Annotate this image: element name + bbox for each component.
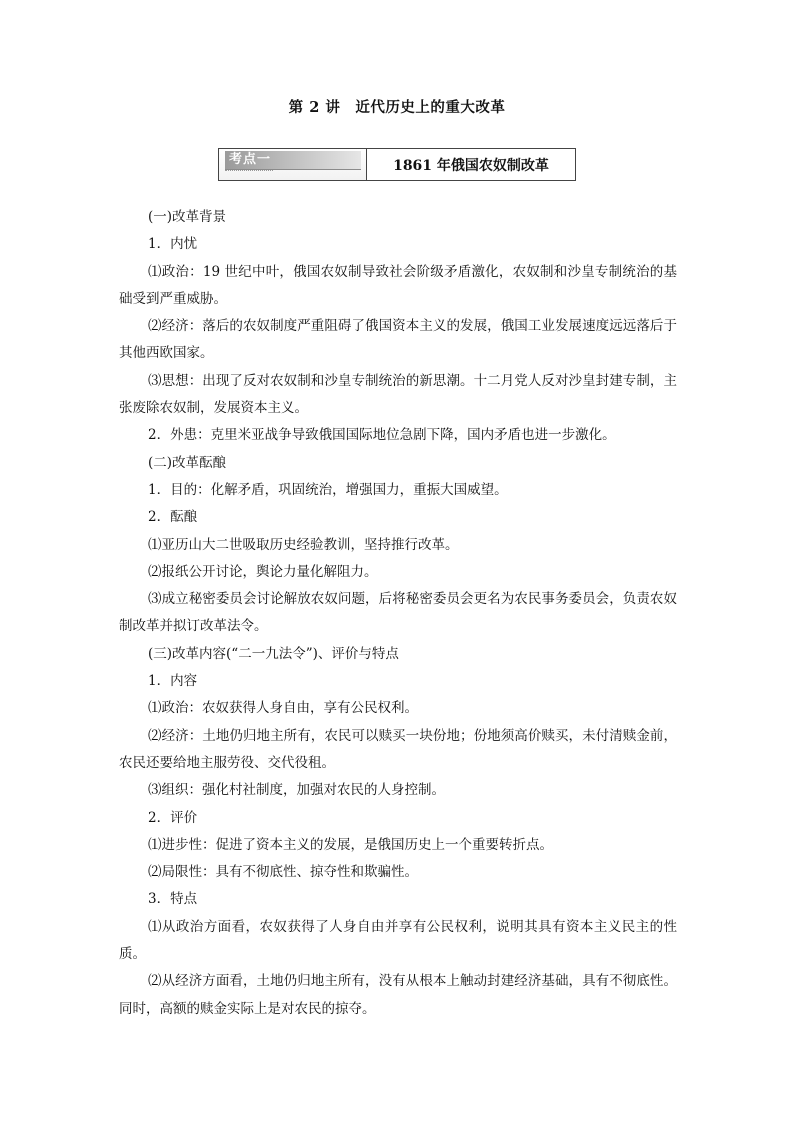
paragraph: (三)改革内容(“二一九法令”)、评价与特点: [148, 645, 399, 662]
paragraph: ⑴政治：农奴获得人身自由，享有公民权利。: [148, 700, 418, 717]
kaodian-header-table: [218, 148, 576, 181]
page-title: 第 2 讲 近代历史上的重大改革: [288, 99, 506, 116]
kaodian-tag-decoration: [225, 170, 273, 173]
paragraph: 1．目的：化解矛盾，巩固统治，增强国力，重振大国威望。: [148, 481, 508, 498]
paragraph: ⑵经济：落后的农奴制度严重阻碍了俄国资本主义的发展，俄国工业发展速度远远落后于其他西欧国家。: [119, 318, 677, 362]
paragraph: ⑶思想：出现了反对农奴制和沙皇专制统治的新思潮。十二月党人反对沙皇封建专制，主张废除农奴制，发展资本主义。: [119, 372, 677, 417]
paragraph: 2．外患：克里米亚战争导致俄国国际地位急剧下降，国内矛盾也进一步激化。: [148, 427, 616, 444]
kaodian-label: 考点一: [229, 152, 272, 167]
paragraph: ⑴政治：19 世纪中叶，俄国农奴制导致社会阶级矛盾激化，农奴制和沙皇专制统治的基础受到严重威胁。: [119, 263, 677, 307]
kaodian-tag: [225, 151, 361, 170]
paragraph: 2．评价: [148, 809, 198, 826]
kaodian-topic: 1861 年俄国农奴制改革: [393, 157, 549, 174]
paragraph: (一)改革背景: [148, 209, 227, 225]
paragraph: 3．特点: [148, 891, 198, 908]
body-text: [119, 204, 677, 1023]
paragraph: ⑵经济：土地仍归地主所有，农民可以赎买一块份地；份地须高价赎买，未付清赎金前，农民还要给地主服劳役、交代役租。: [119, 727, 677, 771]
paragraph: ⑶组织：强化村社制度，加强对农民的人身控制。: [148, 782, 445, 799]
paragraph: (二)改革酝酿: [148, 454, 227, 471]
paragraph: ⑴从政治方面看，农奴获得了人身自由并享有公民权利，说明其具有资本主义民主的性质。: [119, 918, 677, 963]
paragraph: 1．内忧: [148, 236, 198, 253]
paragraph: ⑶成立秘密委员会讨论解放农奴问题，后将秘密委员会更名为农民事务委员会，负责农奴制改革并拟订改革法令。: [119, 591, 677, 635]
paragraph: ⑴进步性：促进了资本主义的发展，是俄国历史上一个重要转折点。: [148, 836, 553, 853]
paragraph: 2．酝酿: [148, 509, 198, 526]
paragraph: ⑵报纸公开讨论，舆论力量化解阻力。: [148, 563, 378, 580]
paragraph: ⑵从经济方面看，土地仍归地主所有，没有从根本上触动封建经济基础，具有不彻底性。同时，高额的赎金实际上是对农民的掠夺。: [119, 973, 677, 1017]
paragraph: ⑵局限性：具有不彻底性、掠夺性和欺骗性。: [148, 864, 418, 881]
kaodian-label-cell: [219, 149, 367, 180]
paragraph: 1．内容: [148, 673, 198, 690]
paragraph: ⑴亚历山大二世吸取历史经验教训，坚持推行改革。: [148, 536, 459, 553]
